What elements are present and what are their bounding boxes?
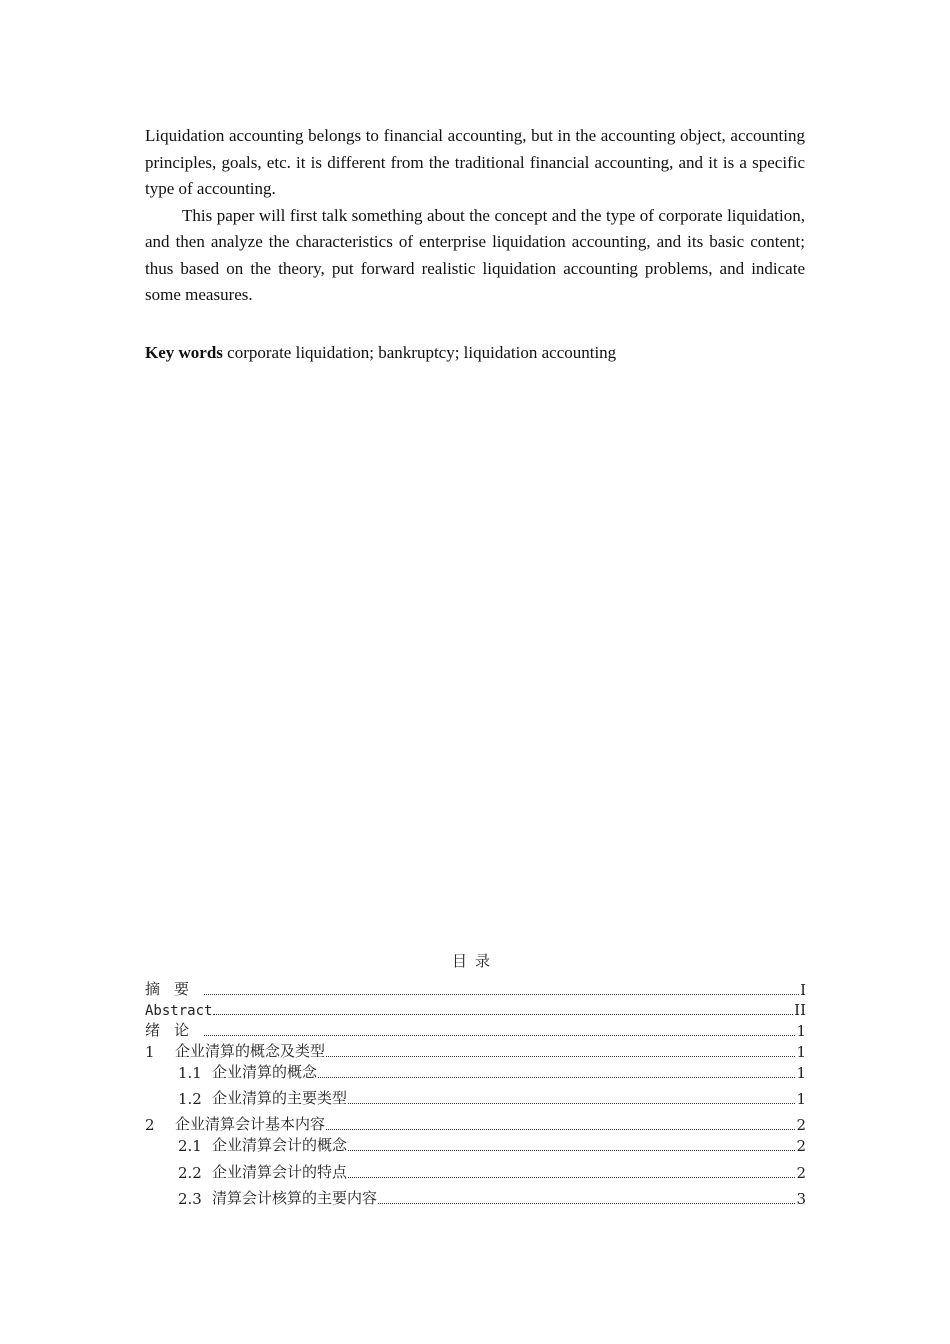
toc-leader [378, 1202, 795, 1204]
toc-entry-number: 1.1 [178, 1064, 202, 1082]
toc-entry-page: 2 [796, 1164, 806, 1182]
toc-entry-title: 摘要 [145, 980, 204, 998]
toc-entry-number: 2.3 [178, 1190, 202, 1208]
toc-entry-title: 绪论 [145, 1021, 204, 1039]
toc-entry-page: 2 [796, 1137, 806, 1155]
toc-entry-title: 企业清算会计基本内容 [175, 1115, 326, 1133]
toc-entry-page: 3 [796, 1190, 806, 1208]
toc-entry-number: 2.1 [178, 1137, 202, 1155]
toc-entry-page: II [794, 1001, 806, 1019]
toc-entry-number: 1.2 [178, 1090, 202, 1108]
toc-leader [213, 1013, 793, 1015]
toc-entry[interactable] [145, 978, 806, 999]
abstract-body [145, 123, 805, 309]
toc-entry-title: 企业清算会计的概念 [212, 1136, 348, 1154]
toc-entry-page: 2 [796, 1116, 806, 1134]
toc-entry-page: 1 [796, 1090, 806, 1108]
toc-leader [318, 1076, 795, 1078]
toc-entry-title: 清算会计核算的主要内容 [212, 1189, 378, 1207]
toc-leader [348, 1149, 795, 1151]
toc-entry[interactable] [145, 1161, 806, 1182]
toc-entry[interactable] [145, 998, 806, 1019]
toc-entry-page: 1 [796, 1064, 806, 1082]
toc-leader [326, 1128, 795, 1130]
toc-entry[interactable] [145, 1134, 806, 1155]
toc-entry[interactable] [145, 1113, 806, 1134]
toc-entry[interactable] [145, 1040, 806, 1061]
toc-entry-page: 1 [796, 1022, 806, 1040]
toc-leader [348, 1102, 795, 1104]
toc-entry-title: Abstract [145, 1003, 213, 1019]
toc-leader [204, 993, 799, 995]
abstract-paragraph: This paper will first talk something about the concept and the type of corporate liquidation, and then analyze the characteristics of enterprise liquidation accounting, and its basic content; thus based on the theory, put forward realistic liquidation accounting problems, and indicate some measures. [145, 205, 805, 304]
toc-entry[interactable] [145, 1087, 806, 1108]
toc-entry-title: 企业清算的概念 [212, 1063, 318, 1081]
toc-entry[interactable] [145, 1019, 806, 1040]
toc-entry-number: 2.2 [178, 1164, 202, 1182]
toc-entry[interactable] [145, 1061, 806, 1082]
toc-entry-page: 1 [796, 1043, 806, 1061]
toc-entry-title: 企业清算会计的特点 [212, 1163, 348, 1181]
keywords-label: Key words [145, 343, 223, 362]
toc-title: 目录 [451, 952, 498, 970]
toc-entry[interactable] [145, 1187, 806, 1208]
toc-leader [326, 1055, 795, 1057]
toc-entry-title: 企业清算的主要类型 [212, 1089, 348, 1107]
toc-entry-number: 1 [145, 1043, 155, 1061]
keywords-line [145, 340, 805, 366]
toc-entry-title: 企业清算的概念及类型 [175, 1042, 326, 1060]
toc-leader [348, 1176, 795, 1178]
keywords-text: corporate liquidation; bankruptcy; liquidation accounting [222, 343, 617, 362]
abstract-paragraph: Liquidation accounting belongs to financial accounting, but in the accounting object, accounting principles, goals, etc. it is different from the traditional financial accounting, and it is a specific type of accounting. [145, 126, 805, 198]
toc-entry-number: 2 [145, 1116, 155, 1134]
toc-entry-page: I [800, 981, 806, 999]
toc-leader [204, 1034, 795, 1036]
